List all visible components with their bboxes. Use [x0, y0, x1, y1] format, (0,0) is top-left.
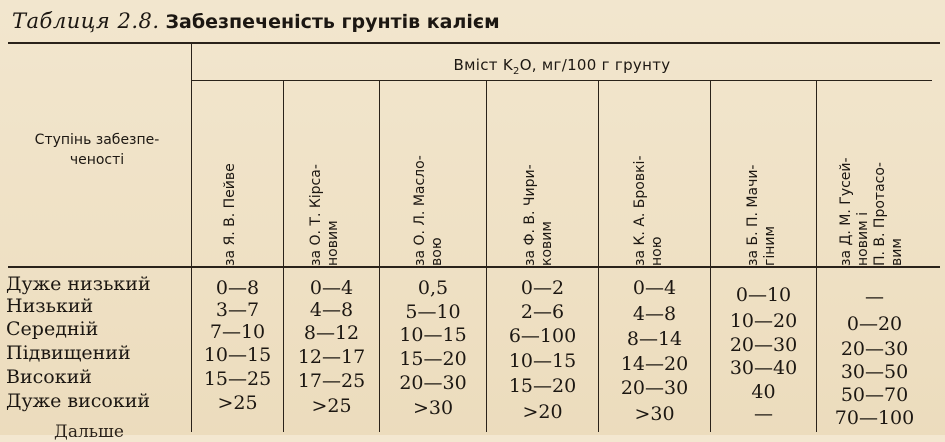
top-rule: [8, 42, 940, 44]
column-divider: [710, 81, 711, 432]
row-header: Ступінь забезпе- ченості: [34, 132, 160, 168]
table-cell: 30—40: [729, 357, 798, 379]
table-cell: 17—25: [297, 370, 366, 392]
column-header-text: за Д. М. Гусей- новим і П. В. Протасо- вим: [838, 157, 905, 266]
table-cell: 30—50: [840, 361, 909, 383]
table-cell: —: [754, 403, 773, 425]
table-cell: 0—10: [735, 284, 792, 306]
column-header-text: за О. Л. Масло- вою: [412, 155, 445, 266]
table-cell: >30: [412, 397, 454, 419]
table-number: Таблиця 2.8.: [12, 9, 160, 33]
level-label: Дуже низький: [6, 273, 151, 295]
level-label: Низький: [6, 295, 94, 317]
group-header-text-units: O, мг/100 г грунту: [519, 56, 671, 74]
level-label: Дуже високий: [6, 390, 151, 412]
column-header-text: за Ф. В. Чири- ковим: [522, 164, 555, 266]
table-cell: 15—20: [399, 348, 467, 370]
table-cell: 20—30: [399, 372, 467, 394]
table-cell: >25: [217, 392, 258, 414]
level-label: Підвищений: [6, 342, 131, 364]
column-header-maslova: [412, 86, 462, 266]
table-cell: 20—30: [840, 338, 909, 360]
column-header-text: за О. Т. Кірса- новим: [308, 164, 341, 266]
table-cell: 15—25: [203, 368, 272, 390]
table-cell: 20—30: [620, 377, 689, 399]
next-paragraph-fragment: Дальше: [54, 422, 124, 442]
table-title: Забезпеченість грунтів калієм: [165, 11, 500, 33]
table-cell: 40: [751, 381, 776, 403]
header-bottom-rule: [8, 266, 940, 268]
column-header-kirsanov: [308, 86, 358, 266]
column-header-peive: [222, 86, 262, 266]
table-cell: 20—30: [729, 334, 798, 356]
column-header-chirikov: [522, 86, 572, 266]
table-cell: >20: [522, 401, 563, 423]
table-cell: 10—20: [729, 310, 798, 332]
table-cell: 4—8: [309, 299, 354, 321]
table-cell: —: [865, 286, 884, 308]
level-label: Середній: [6, 318, 99, 340]
group-header-subscript: 2: [513, 66, 520, 77]
column-header-machigin: [745, 86, 795, 266]
column-header-text: за Я. В. Пейве: [222, 163, 238, 266]
table-cell: >25: [311, 395, 352, 417]
table-cell: 0—2: [520, 277, 565, 299]
column-header-text: за К. А. Бровкі- ною: [632, 155, 665, 266]
table-cell: >30: [634, 403, 675, 425]
table-cell: 0—4: [632, 277, 677, 299]
table-cell: 10—15: [508, 350, 577, 372]
table-cell: 10—15: [203, 344, 272, 366]
table-cell: 8—12: [303, 322, 360, 344]
table-cell: 70—100: [834, 407, 915, 429]
column-header-brovkina: [632, 86, 682, 266]
table-cell: 8—14: [626, 328, 683, 350]
table-cell: 0—4: [309, 277, 354, 299]
table-cell: 5—10: [405, 301, 461, 323]
table-cell: 7—10: [209, 321, 266, 343]
table-cell: 0,5: [417, 277, 449, 299]
table-cell: 10—15: [399, 324, 467, 346]
table-cell: 4—8: [632, 303, 677, 325]
table-cell: 12—17: [297, 346, 366, 368]
table-cell: 2—6: [520, 301, 565, 323]
group-header-text: Вміст K: [453, 56, 514, 74]
column-header-huseinov: [838, 86, 918, 266]
table-cell: 6—100: [508, 325, 577, 347]
level-label: Високий: [6, 366, 92, 388]
table-cell: 0—20: [846, 313, 903, 335]
table-cell: 50—70: [840, 384, 909, 406]
group-header: [192, 52, 932, 78]
table-cell: 0—8: [215, 277, 260, 299]
column-header-text: за Б. П. Мачи- гіним: [745, 164, 778, 266]
table-cell: 14—20: [620, 353, 689, 375]
group-rule: [192, 80, 932, 81]
table-caption: [12, 6, 500, 36]
table-cell: 3—7: [215, 299, 260, 321]
table-cell: 15—20: [508, 375, 577, 397]
